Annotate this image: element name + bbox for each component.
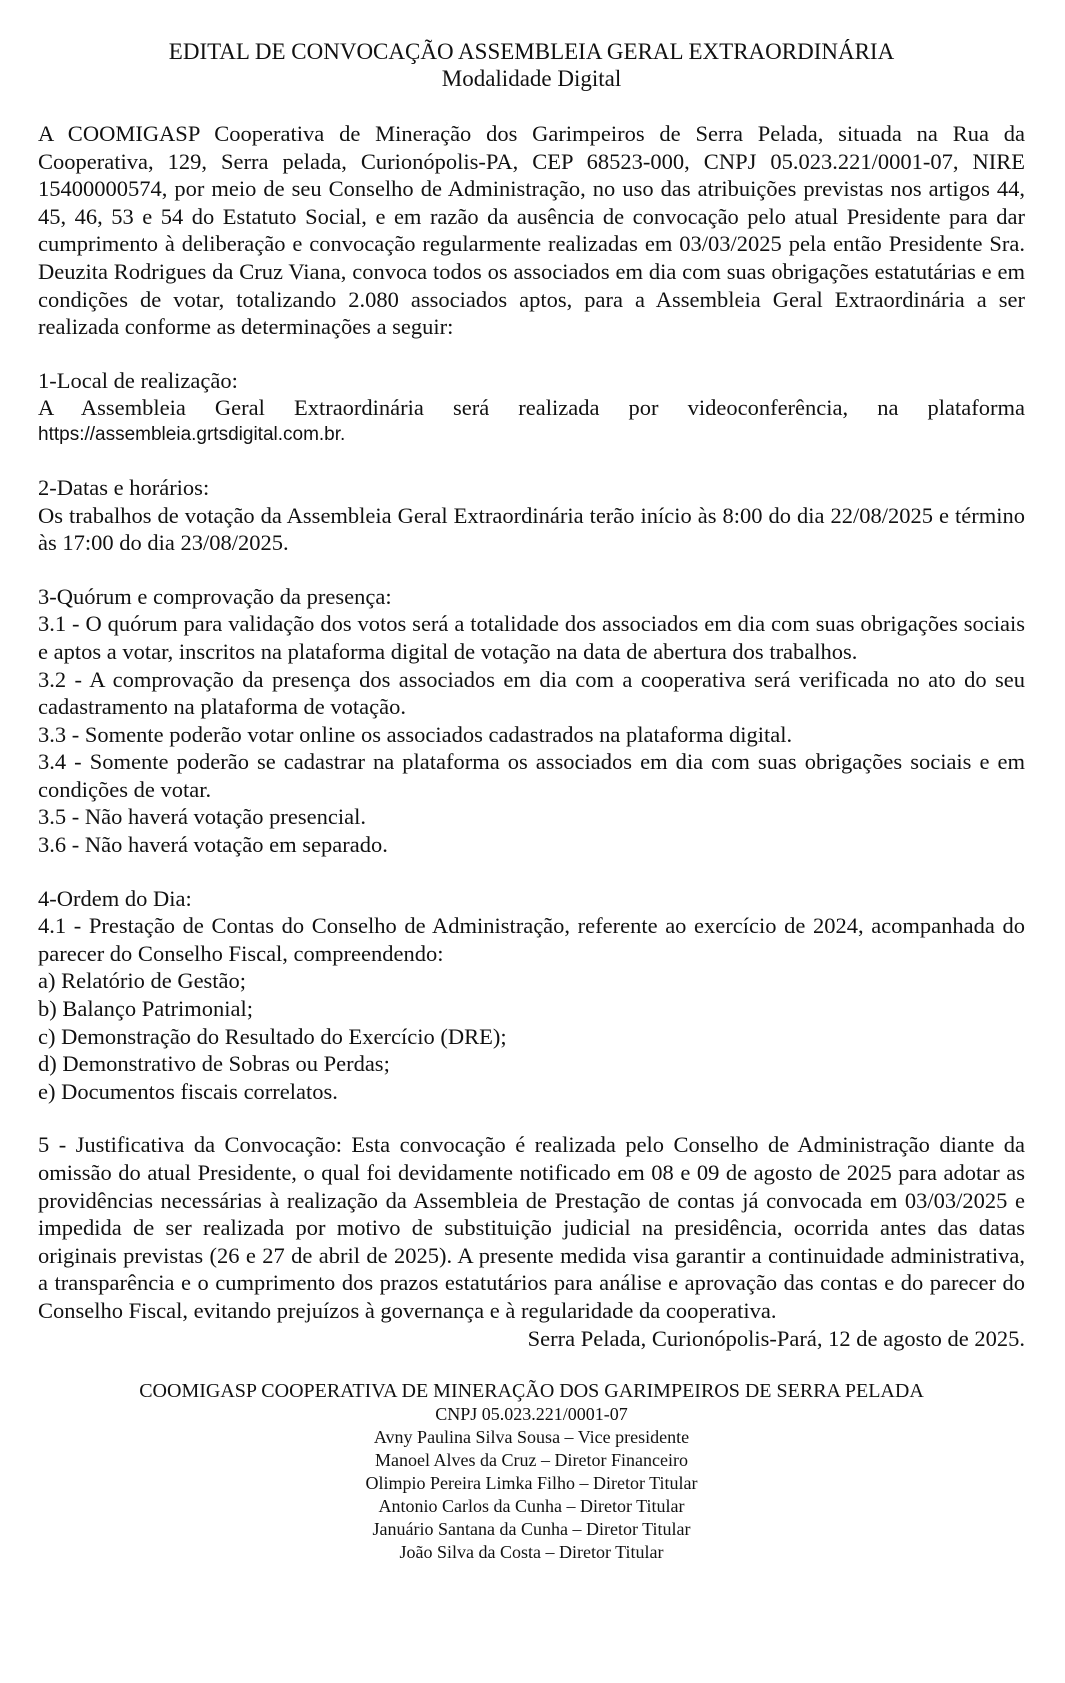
footer-cnpj: CNPJ 05.023.221/0001-07: [435, 1403, 628, 1424]
intro-paragraph: A COOMIGASP Cooperativa de Mineração dos Garimpeiros de Serra Pelada, situada na Rua da Cooperativa, 129, Serra pelada, Curionópolis-PA, CEP 68523-000, CNPJ 05.023.221/0001-07, NIRE 15400000574, por meio de seu Conselho de Administração, no uso das atribuições previstas nos artigos 44, 45, 46, 53 e 54 do Estatuto Social, e em razão da ausência de convocação pelo atual Presidente para dar cumprimento à deliberação e convocação regularmente realizadas em 03/03/2025 pela então Presidente Sra. Deuzita Rodrigues da Cruz Viana, convoca todos os associados em dia com suas obrigações estatutárias e em condições de votar, totalizando 2.080 associados aptos, para a Assembleia Geral Extraordinária a ser realizada conforme as determinações a seguir:: [38, 121, 1025, 340]
section-location-heading: 1-Local de realização:: [38, 367, 238, 393]
signatory: João Silva da Costa – Diretor Titular: [399, 1541, 664, 1562]
section-quorum: [38, 583, 1025, 859]
agenda-item: 4.1 - Prestação de Contas do Conselho de Administração, referente ao exercício de 2024, acompanhada do parecer do Conselho Fiscal, compreendendo:: [38, 913, 1025, 966]
section-dates-heading: 2-Datas e horários:: [38, 474, 210, 500]
section-justification: [38, 1131, 1025, 1324]
signatory: Avny Paulina Silva Sousa – Vice presidente: [373, 1426, 690, 1447]
justification-paragraph: 5 - Justificativa da Convocação: Esta convocação é realizada pelo Conselho de Administração diante da omissão do atual Presidente, o qual foi devidamente notificado em 08 e 09 de agosto de 2025 para adotar as providências necessárias à realização da Assembleia de Prestação de contas já convocada em 03/03/2025 e impedida de ser realizada por motivo de substituição judicial na presidência, ocorrida antes das datas originais previstas (26 e 27 de abril de 2025). A presente medida visa garantir a continuidade administrativa, a transparência e o cumprimento dos prazos estatutários para análise e aprovação das contas e do parecer do Conselho Fiscal, evitando prejuízos à governança e à regularidade da cooperativa.: [38, 1132, 1025, 1323]
signatory: Manoel Alves da Cruz – Diretor Financeiro: [375, 1449, 688, 1470]
document-subtitle: Modalidade Digital: [441, 66, 622, 91]
quorum-item: 3.3 - Somente poderão votar online os associados cadastrados na plataforma digital.: [38, 721, 793, 747]
document-title: EDITAL DE CONVOCAÇÃO ASSEMBLEIA GERAL EXTRAORDINÁRIA: [168, 39, 895, 64]
quorum-item: 3.4 - Somente poderão se cadastrar na plataforma os associados em dia com suas obrigações sociais e em condições de votar.: [38, 749, 1025, 802]
place-date: Serra Pelada, Curionópolis-Pará, 12 de agosto de 2025.: [527, 1325, 1025, 1351]
agenda-subitem: a) Relatório de Gestão;: [38, 968, 247, 994]
section-agenda: [38, 885, 1025, 1106]
quorum-item: 3.5 - Não haverá votação presencial.: [38, 804, 366, 830]
section-dates-text: Os trabalhos de votação da Assembleia Geral Extraordinária terão início às 8:00 do dia 22/08/2025 e término às 17:00 do dia 23/08/2025.: [38, 502, 1025, 556]
section-dates: [38, 474, 1025, 557]
section-agenda-heading: 4-Ordem do Dia:: [38, 885, 192, 911]
agenda-subitem: c) Demonstração do Resultado do Exercício (DRE);: [38, 1023, 507, 1049]
footer-org-name: COOMIGASP COOPERATIVA DE MINERAÇÃO DOS GARIMPEIROS DE SERRA PELADA: [139, 1379, 924, 1402]
signature-block: [38, 1379, 1025, 1564]
quorum-item: 3.6 - Não haverá votação em separado.: [38, 832, 388, 858]
agenda-subitem: e) Documentos fiscais correlatos.: [38, 1078, 338, 1104]
agenda-subitem: d) Demonstrativo de Sobras ou Perdas;: [38, 1051, 390, 1077]
section-location: [38, 367, 1025, 448]
signatory: Olimpio Pereira Limka Filho – Diretor Titular: [365, 1472, 698, 1493]
quorum-item: 3.2 - A comprovação da presença dos associados em dia com a cooperativa será verificada no ato do seu cadastramento na plataforma de votação.: [38, 666, 1025, 720]
signatory: Januário Santana da Cunha – Diretor Titular: [372, 1518, 691, 1539]
section-location-text: A Assembleia Geral Extraordinária será realizada por videoconferência, na plataforma: [38, 395, 1025, 421]
section-quorum-heading: 3-Quórum e comprovação da presença:: [38, 583, 392, 609]
signatory: Antonio Carlos da Cunha – Diretor Titular: [378, 1495, 685, 1516]
agenda-subitem: b) Balanço Patrimonial;: [38, 996, 253, 1022]
quorum-item: 3.1 - O quórum para validação dos votos será a totalidade dos associados em dia com suas obrigações sociais e aptos a votar, inscritos na plataforma digital de votação na data de abertura dos trabalhos.: [38, 611, 1025, 664]
platform-url: https://assembleia.grtsdigital.com.br.: [38, 423, 346, 445]
